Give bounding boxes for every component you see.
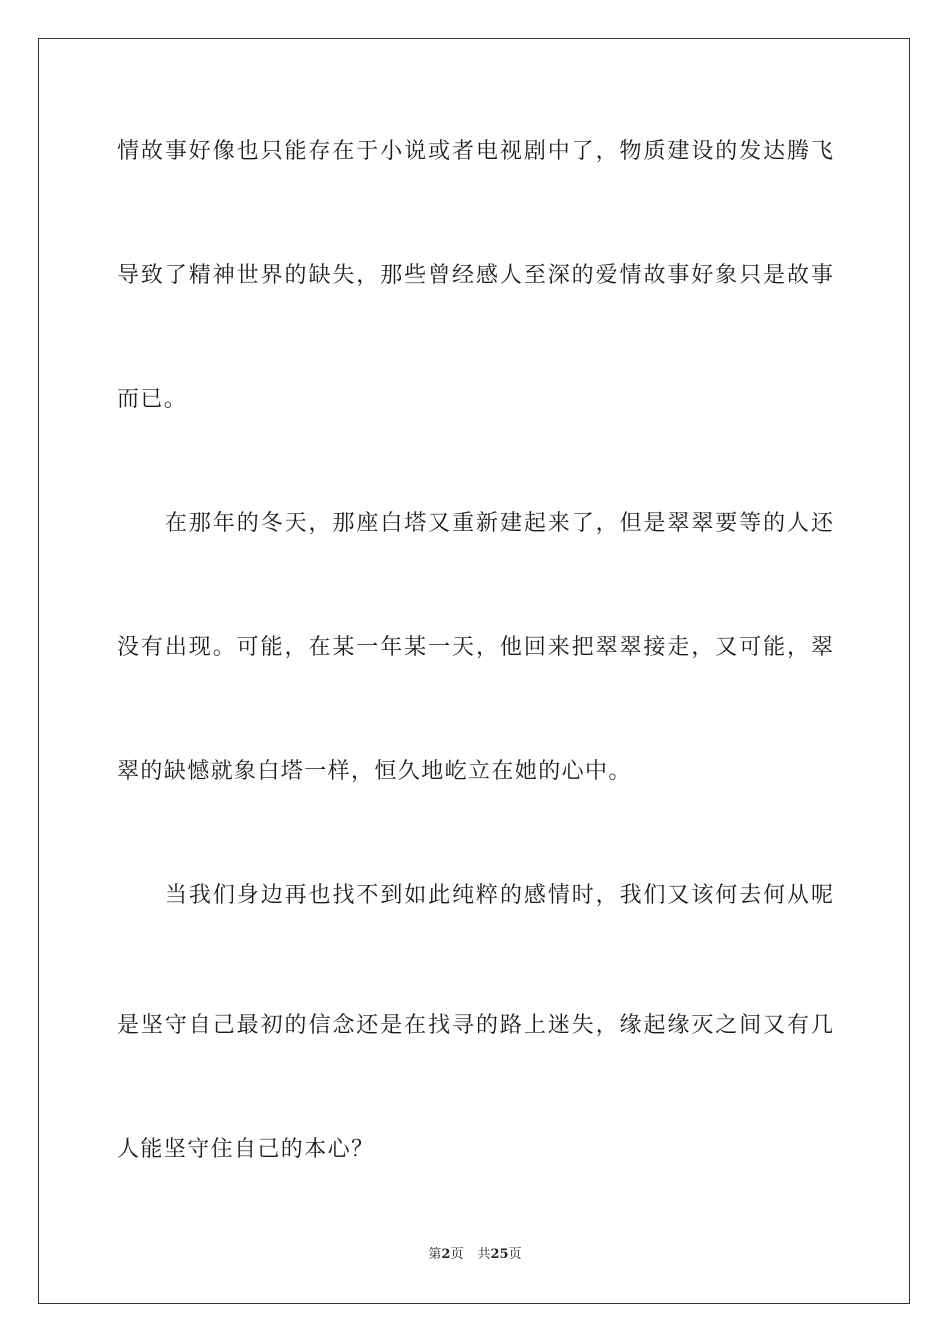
paragraph-line: 翠的缺憾就象白塔一样，恒久地屹立在她的心中。 <box>117 759 632 784</box>
paragraph-line: 导致了精神世界的缺失，那些曾经感人至深的爱情故事好象只是故事 <box>117 263 833 288</box>
paragraph-line: 而已。 <box>117 387 188 412</box>
page-footer <box>0 1246 950 1264</box>
total-prefix: 共 <box>477 1247 491 1262</box>
total-pages: 25 <box>490 1247 509 1262</box>
page-prefix: 第 <box>428 1247 442 1262</box>
page-suffix: 页 <box>450 1247 464 1262</box>
paragraph-line: 没有出现。可能，在某一年某一天，他回来把翠翠接走，又可能，翠 <box>117 635 833 660</box>
paragraph-line: 人能坚守住自己的本心？ <box>117 1137 375 1162</box>
page-border <box>38 38 910 1304</box>
page-number: 2 <box>441 1247 451 1262</box>
paragraph-line: 是坚守自己最初的信念还是在找寻的路上迷失，缘起缘灭之间又有几 <box>117 1013 833 1038</box>
paragraph-line: 情故事好像也只能存在于小说或者电视剧中了，物质建设的发达腾飞 <box>117 139 833 164</box>
paragraph-line: 当我们身边再也找不到如此纯粹的感情时，我们又该何去何从呢 <box>165 883 833 908</box>
paragraph-line: 在那年的冬天，那座白塔又重新建起来了，但是翠翠要等的人还 <box>165 511 833 536</box>
total-suffix: 页 <box>508 1247 522 1262</box>
